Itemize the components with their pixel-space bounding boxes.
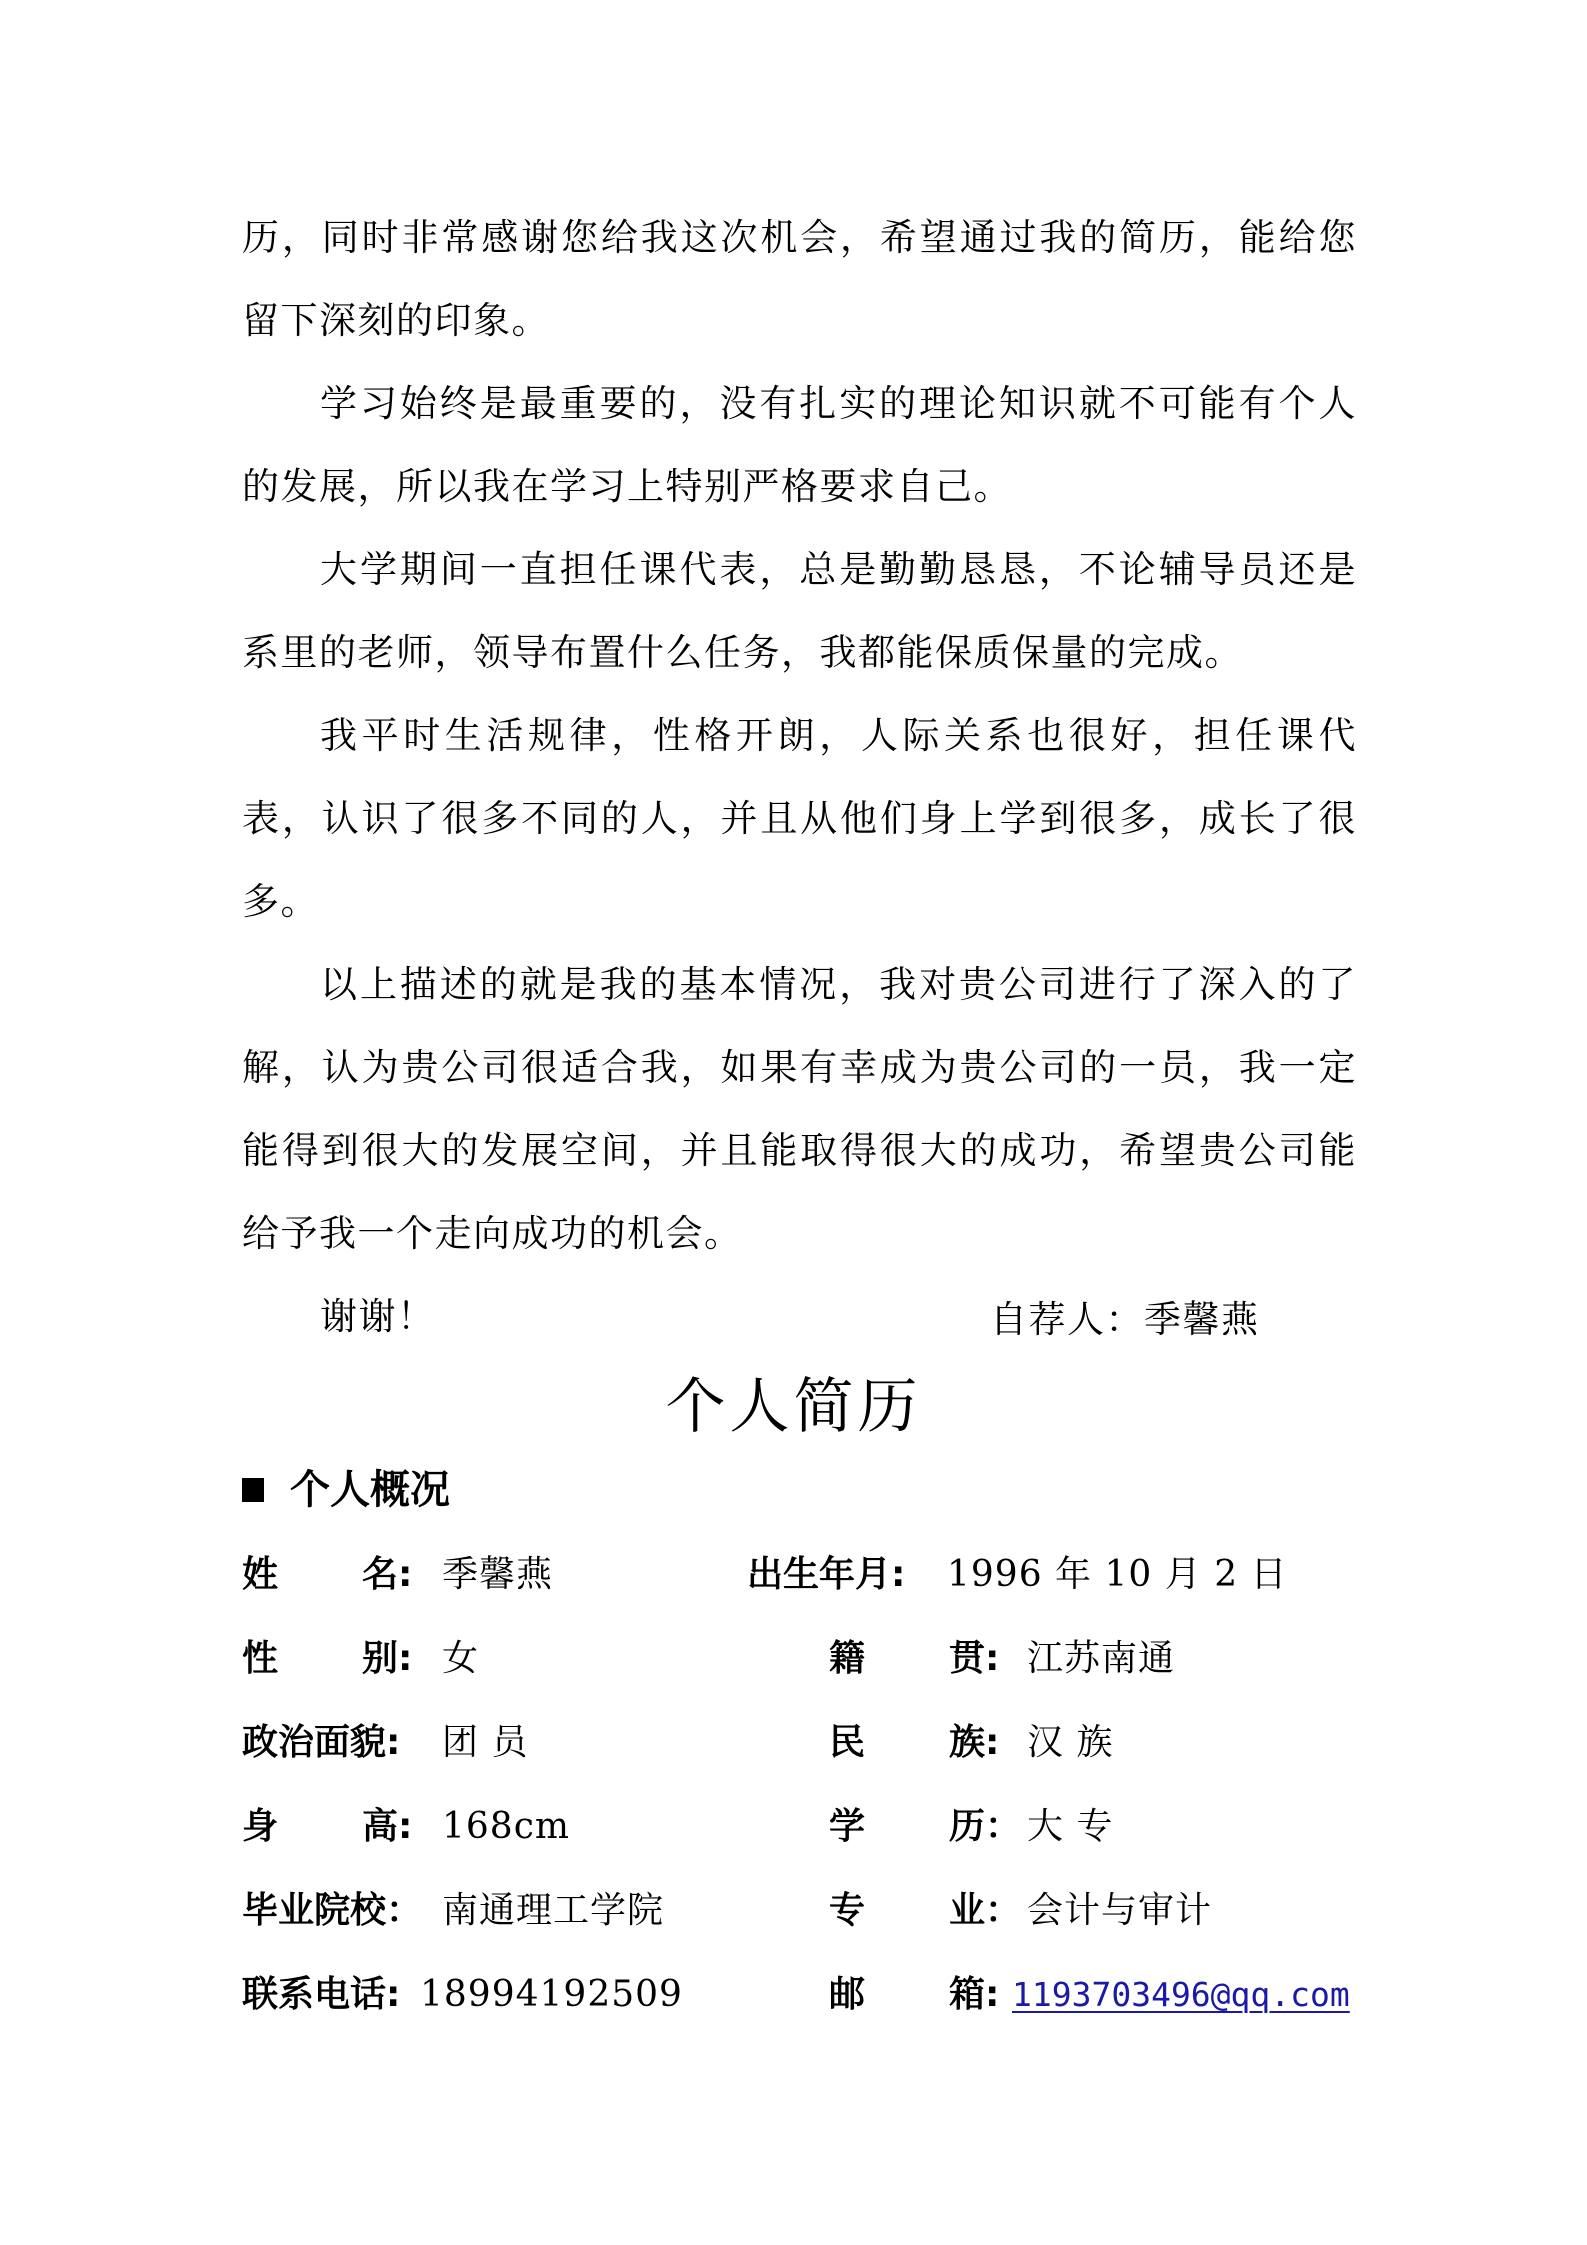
value-political-status: 团 员 <box>442 1722 529 1763</box>
label-ethnicity-char1: 民 <box>829 1722 866 1763</box>
label-email-char1: 邮 <box>829 1974 866 2015</box>
info-row <box>242 1965 1362 2049</box>
value-school: 南通理工学院 <box>442 1890 665 1931</box>
label-gender-char1: 性 <box>242 1638 279 1679</box>
email-link[interactable]: 1193703496@qq.com <box>1012 1975 1350 2014</box>
label-height-char1: 身 <box>242 1806 279 1847</box>
info-row <box>242 1881 1362 1965</box>
cover-letter-paragraph: 以上描述的就是我的基本情况，我对贵公司进行了深入的了解，认为贵公司很适合我，如果有幸成为贵公司的一员，我一定能得到很大的发展空间，并且能取得很大的成功，希望贵公司能给予我一个走向成功的机会。 <box>242 963 1357 1255</box>
label-gender-char2: 别: <box>362 1638 413 1679</box>
signature <box>990 1290 1260 1350</box>
info-row <box>242 1545 1362 1629</box>
cover-letter-paragraph: 我平时生活规律，性格开朗，人际关系也很好，担任课代表，认识了很多不同的人，并且从他们身上学到很多，成长了很多。 <box>242 714 1357 923</box>
black-square-icon <box>242 1478 264 1502</box>
label-major-char1: 专 <box>829 1890 866 1931</box>
value-major: 会计与审计 <box>1027 1890 1213 1931</box>
label-height-char2: 高: <box>362 1806 413 1847</box>
cover-letter-closing: 谢谢！ <box>320 1295 436 1338</box>
value-ethnicity: 汉 族 <box>1027 1722 1114 1763</box>
cover-letter-body <box>242 196 1357 1358</box>
signature-name: 季馨燕 <box>1144 1298 1260 1341</box>
label-birth-date: 出生年月: <box>747 1554 906 1595</box>
personal-info-grid <box>242 1545 1362 2049</box>
resume-title: 个人简历 <box>665 1372 922 1442</box>
label-name-char2: 名: <box>362 1554 413 1595</box>
label-political-status: 政治面貌: <box>242 1722 401 1763</box>
label-native-place-char1: 籍 <box>829 1638 866 1679</box>
cover-letter-paragraph: 大学期间一直担任课代表，总是勤勤恳恳，不论辅导员还是系里的老师，领导布置什么任务，我都能保质保量的完成。 <box>242 548 1357 674</box>
label-name-char1: 姓 <box>242 1554 279 1595</box>
label-education-char1: 学 <box>829 1806 866 1847</box>
signature-label: 自荐人： <box>990 1298 1144 1341</box>
section-heading-personal-overview <box>242 1460 450 1520</box>
email-link-wrapper <box>1012 1965 1350 2025</box>
value-education: 大 专 <box>1027 1806 1114 1847</box>
label-phone: 联系电话: <box>242 1974 401 2015</box>
value-native-place: 江苏南通 <box>1027 1638 1176 1679</box>
label-education-char2: 历： <box>949 1806 1022 1847</box>
label-native-place-char2: 贯: <box>949 1638 1000 1679</box>
value-gender: 女 <box>442 1638 480 1679</box>
value-phone: 18994192509 <box>420 1974 683 2015</box>
label-ethnicity-char2: 族: <box>949 1722 1000 1763</box>
label-email-char2: 箱: <box>949 1974 1000 2015</box>
label-major-char2: 业： <box>949 1890 1022 1931</box>
cover-letter-paragraph: 学习始终是最重要的，没有扎实的理论知识就不可能有个人的发展，所以我在学习上特别严格要求自己。 <box>242 382 1357 508</box>
label-school: 毕业院校： <box>242 1890 423 1931</box>
value-height: 168cm <box>442 1806 571 1847</box>
info-row <box>242 1797 1362 1881</box>
value-name: 季馨燕 <box>442 1554 554 1595</box>
section-heading-label: 个人概况 <box>290 1467 450 1513</box>
value-birth-date: 1996 年 10 月 2 日 <box>947 1554 1288 1595</box>
info-row <box>242 1629 1362 1713</box>
cover-letter-paragraph: 历，同时非常感谢您给我这次机会，希望通过我的简历，能给您留下深刻的印象。 <box>242 216 1357 342</box>
info-row <box>242 1713 1362 1797</box>
